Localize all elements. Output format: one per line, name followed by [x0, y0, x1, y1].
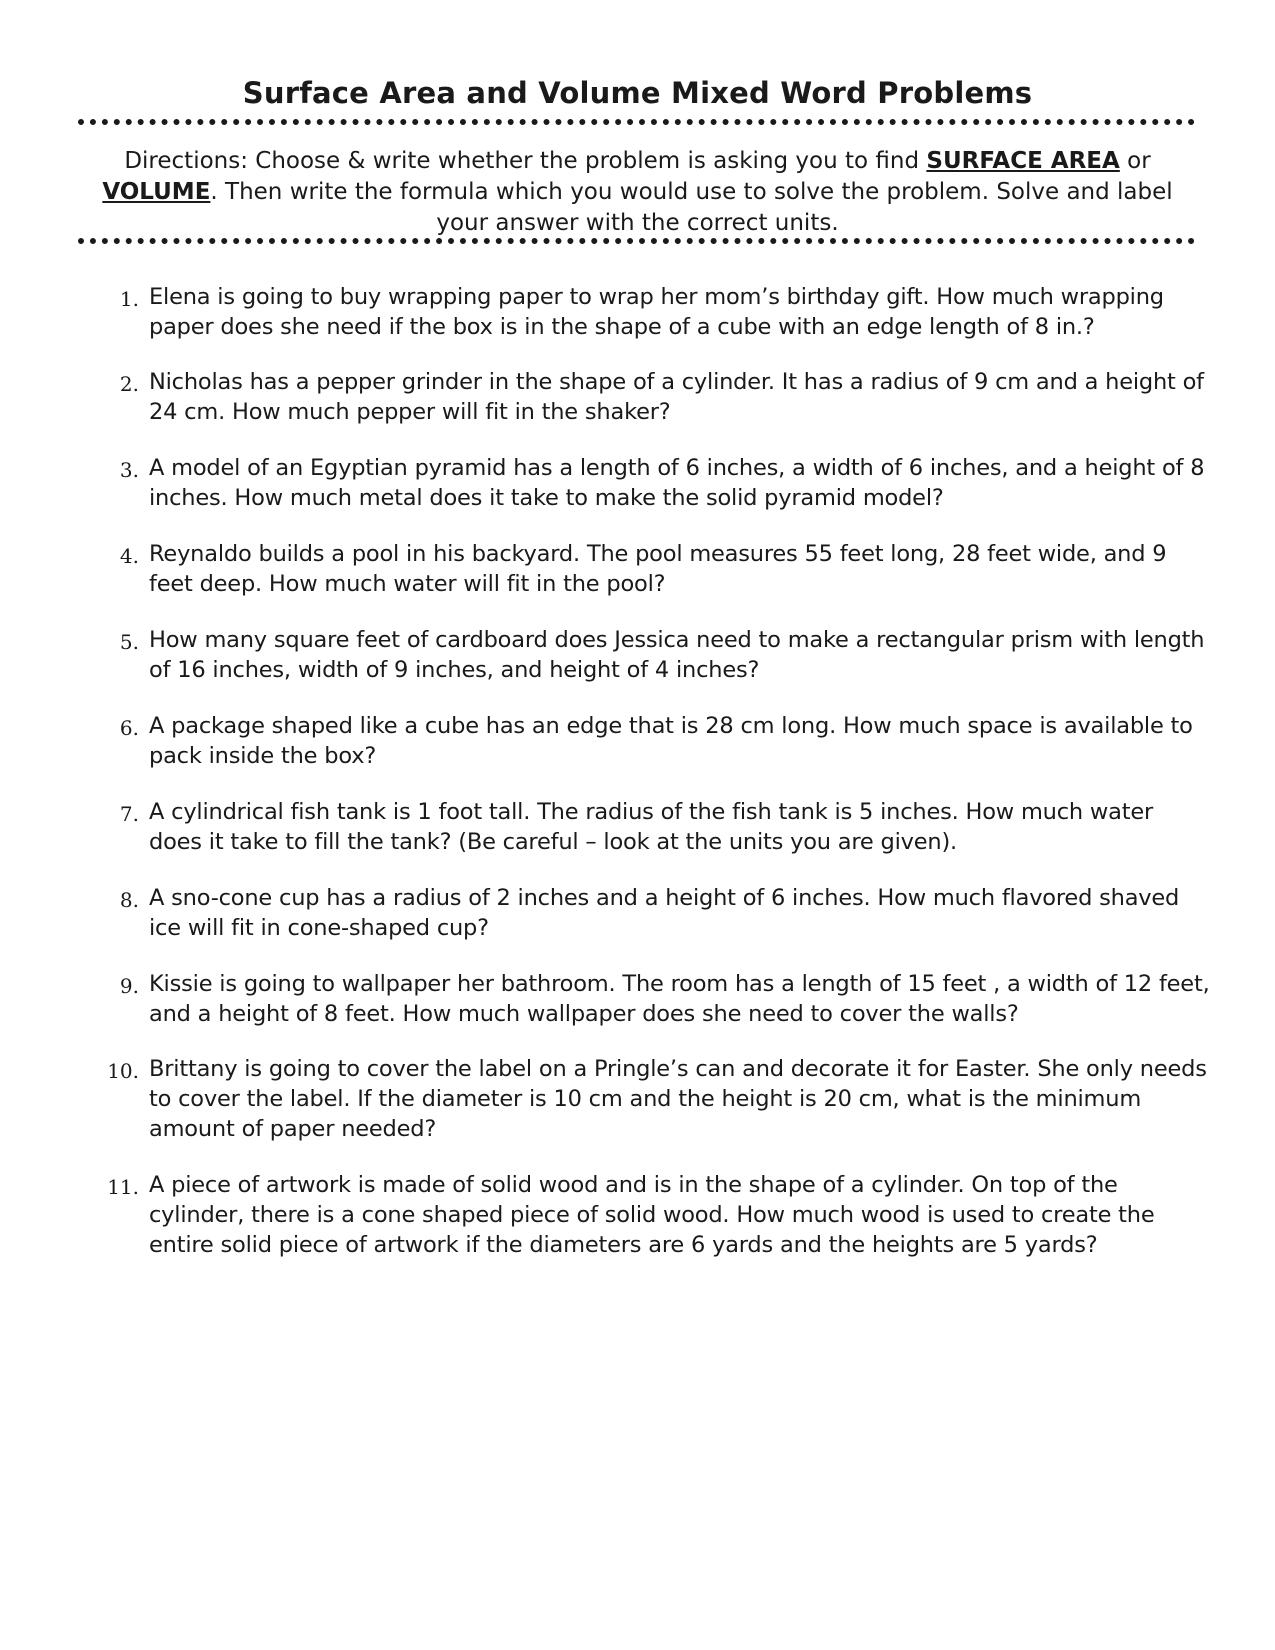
problem-item [98, 711, 1210, 771]
directions-or: or [1119, 148, 1151, 174]
problem-number: 3. [119, 458, 139, 482]
problem-item [98, 969, 1210, 1029]
keyword-surface-area: SURFACE AREA [926, 148, 1120, 174]
problem-number: 9. [119, 974, 139, 998]
directions [80, 146, 1195, 239]
page-title: Surface Area and Volume Mixed Word Problems [242, 76, 1033, 110]
problem-number: 11. [107, 1175, 139, 1199]
problem-number: 1. [119, 287, 139, 311]
problem-text: A package shaped like a cube has an edge that is 28 cm long. How much space is available to pack inside the box? [149, 713, 1193, 769]
problem-text: Brittany is going to cover the label on a Pringle’s can and decorate it for Easter. She only needs to cover the label. If the diameter is 10 cm and the height is 20 cm, what is the minimum amount of paper needed? [149, 1056, 1207, 1142]
problem-number: 8. [119, 888, 139, 912]
problem-text: Reynaldo builds a pool in his backyard. The pool measures 55 feet long, 28 feet wide, and 9 feet deep. How much water will fit in the pool? [149, 541, 1167, 597]
problem-number: 10. [107, 1059, 139, 1083]
directions-lead: Directions: Choose & write whether the problem is asking you to find [124, 148, 927, 174]
directions-rest: . Then write the formula which you would use to solve the problem. Solve and label your answer with the correct units. [210, 179, 1173, 236]
problem-item [98, 883, 1210, 943]
problem-number: 5. [119, 630, 139, 654]
problem-text: A piece of artwork is made of solid wood and is in the shape of a cylinder. On top of the cylinder, there is a cone shaped piece of solid wood. How much wood is used to create the entire solid piece of artwork if the diameters are 6 yards and the heights are 5 yards? [149, 1172, 1155, 1258]
problem-number: 6. [119, 716, 139, 740]
dotted-divider-bottom [78, 238, 1195, 244]
problem-text: Elena is going to buy wrapping paper to wrap her mom’s birthday gift. How much wrapping paper does she need if the box is in the shape of a cube with an edge length of 8 in.? [149, 284, 1164, 340]
problem-item [98, 797, 1210, 857]
problem-text: Nicholas has a pepper grinder in the shape of a cylinder. It has a radius of 9 cm and a height of 24 cm. How much pepper will fit in the shaker? [149, 369, 1204, 425]
problem-text: A model of an Egyptian pyramid has a length of 6 inches, a width of 6 inches, and a height of 8 inches. How much metal does it take to make the solid pyramid model? [149, 455, 1205, 511]
problem-item [98, 625, 1210, 685]
problem-text: A sno-cone cup has a radius of 2 inches and a height of 6 inches. How much flavored shaved ice will fit in cone-shaped cup? [149, 885, 1180, 941]
problem-text: Kissie is going to wallpaper her bathroom. The room has a length of 15 feet , a width of 12 feet, and a height of 8 feet. How much wallpaper does she need to cover the walls? [149, 971, 1210, 1027]
keyword-volume: VOLUME [102, 179, 211, 205]
problem-item [98, 1170, 1210, 1260]
problem-item [98, 539, 1210, 599]
dotted-divider-top [78, 119, 1195, 125]
problem-item [98, 453, 1210, 513]
problem-text: A cylindrical fish tank is 1 foot tall. The radius of the fish tank is 5 inches. How much water does it take to fill the tank? (Be careful – look at the units you are given). [149, 799, 1154, 855]
problem-number: 7. [119, 802, 139, 826]
problem-item [98, 1054, 1210, 1144]
problem-item [98, 367, 1210, 427]
problem-number: 4. [119, 544, 139, 568]
problem-number: 2. [119, 372, 139, 396]
problem-text: How many square feet of cardboard does Jessica need to make a rectangular prism with length of 16 inches, width of 9 inches, and height of 4 inches? [149, 627, 1205, 683]
problem-item [98, 282, 1210, 342]
problem-list [98, 282, 1210, 1260]
